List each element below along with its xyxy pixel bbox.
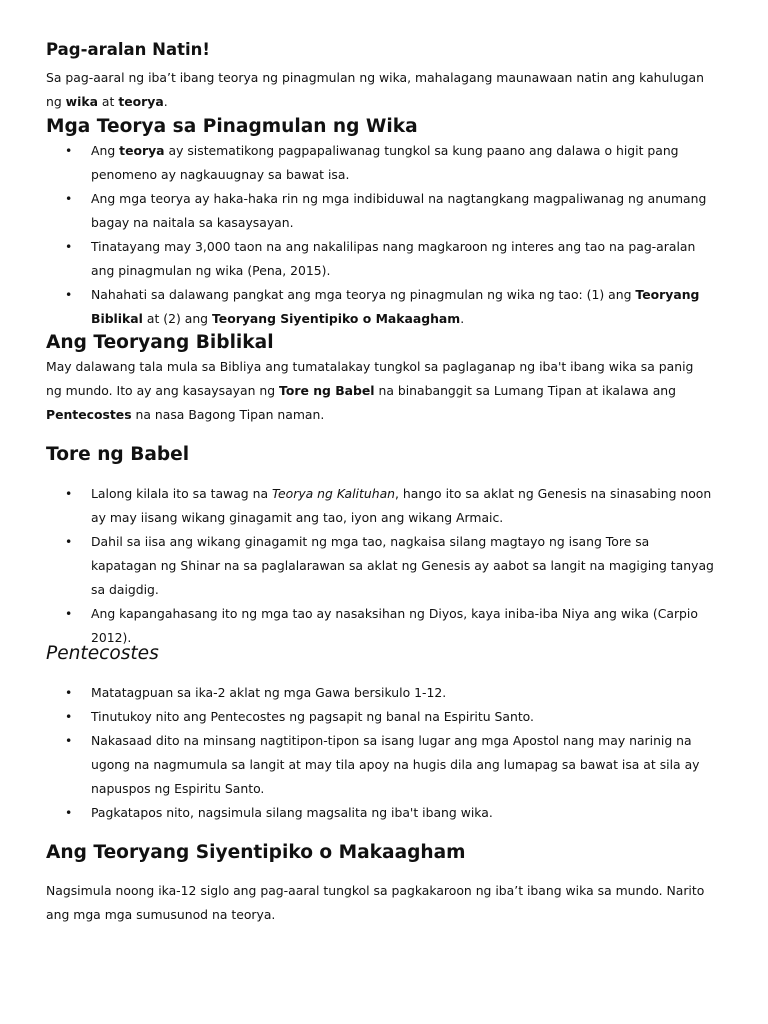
pentecostes-list: [46, 681, 716, 825]
section-heading-teoryang-biblikal: Ang Teoryang Biblikal: [46, 332, 274, 353]
section-heading-mga-teorya: Mga Teorya sa Pinagmulan ng Wika: [46, 116, 418, 137]
intro-term-teorya: teorya: [118, 94, 164, 109]
list-item: • Tinatayang may 3,000 taon na ang nakalilipas nang magkaroon ng interes ang tao na pag-aralan ang pinagmulan ng wika (Pena, 2015).: [46, 235, 716, 283]
intro-term-wika: wika: [65, 94, 98, 109]
section-heading-tore-ng-babel: Tore ng Babel: [46, 444, 190, 465]
list-item: • Nakasaad dito na minsang nagtitipon-tipon sa isang lugar ang mga Apostol nang may narinig na ugong na nagmumula sa langit at may tila apoy na hugis dila ang lumapag sa bawat isa at sila ay napuspos ng Espiritu Santo.: [46, 729, 716, 801]
section-heading-pentecostes: Pentecostes: [46, 643, 159, 664]
page-title: Pag-aralan Natin!: [46, 40, 210, 59]
intro-text: Sa pag-aaral ng iba’t ibang teorya ng pinagmulan ng wika, mahalagang maunawaan natin ang kahulugan ng: [46, 70, 704, 109]
list-item: • Ang kapangahasang ito ng mga tao ay nasaksihan ng Diyos, kaya iniba-iba Niya ang wika (Carpio 2012).: [46, 602, 716, 650]
intro-paragraph: [46, 66, 714, 114]
biblikal-paragraph: May dalawang tala mula sa Bibliya ang tumatalakay tungkol sa paglaganap ng iba't ibang wika sa panig ng mundo. Ito ay ang kasaysayan ng Tore ng Babel na binabanggit sa Lumang Tipan at ikalawa ang Pentecostes na nasa Bagong Tipan naman.: [46, 359, 694, 422]
section-heading-teoryang-siyentipiko: Ang Teoryang Siyentipiko o Makaagham: [46, 842, 466, 863]
list-item: • Matatagpuan sa ika-2 aklat ng mga Gawa bersikulo 1-12.: [46, 681, 716, 705]
list-item: • Ang teorya ay sistematikong pagpapaliwanag tungkol sa kung paano ang dalawa o higit pang penomeno ay nagkauugnay sa bawat isa.: [46, 139, 716, 187]
list-item: • Ang mga teorya ay haka-haka rin ng mga indibiduwal na nagtangkang magpaliwanag ng anumang bagay na naitala sa kasaysayan.: [46, 187, 716, 235]
list-item: • Dahil sa iisa ang wikang ginagamit ng mga tao, nagkaisa silang magtayo ng isang Tore sa kapatagan ng Shinar na sa paglalarawan sa aklat ng Genesis ay aabot sa langit na magiging tanyag sa daigdig.: [46, 530, 716, 602]
list-item: • Nahahati sa dalawang pangkat ang mga teorya ng pinagmulan ng wika ng tao: (1) ang Teoryang Biblikal at (2) ang Teoryang Siyentipiko o Makaagham.: [46, 283, 716, 331]
theory-list: [46, 139, 716, 331]
tore-ng-babel-list: [46, 482, 716, 650]
list-item: • Lalong kilala ito sa tawag na Teorya ng Kalituhan, hango ito sa aklat ng Genesis na sinasabing noon ay may iisang wikang ginagamit ang tao, iyon ang wikang Armaic.: [46, 482, 716, 530]
list-item: • Pagkatapos nito, nagsimula silang magsalita ng iba't ibang wika.: [46, 801, 716, 825]
intro-text: .: [163, 94, 168, 109]
siyentipiko-paragraph: Nagsimula noong ika-12 siglo ang pag-aaral tungkol sa pagkakaroon ng iba’t ibang wika sa mundo. Narito ang mga mga sumusunod na teorya.: [46, 883, 705, 922]
list-item: • Tinutukoy nito ang Pentecostes ng pagsapit ng banal na Espiritu Santo.: [46, 705, 716, 729]
intro-text: at: [97, 94, 119, 109]
